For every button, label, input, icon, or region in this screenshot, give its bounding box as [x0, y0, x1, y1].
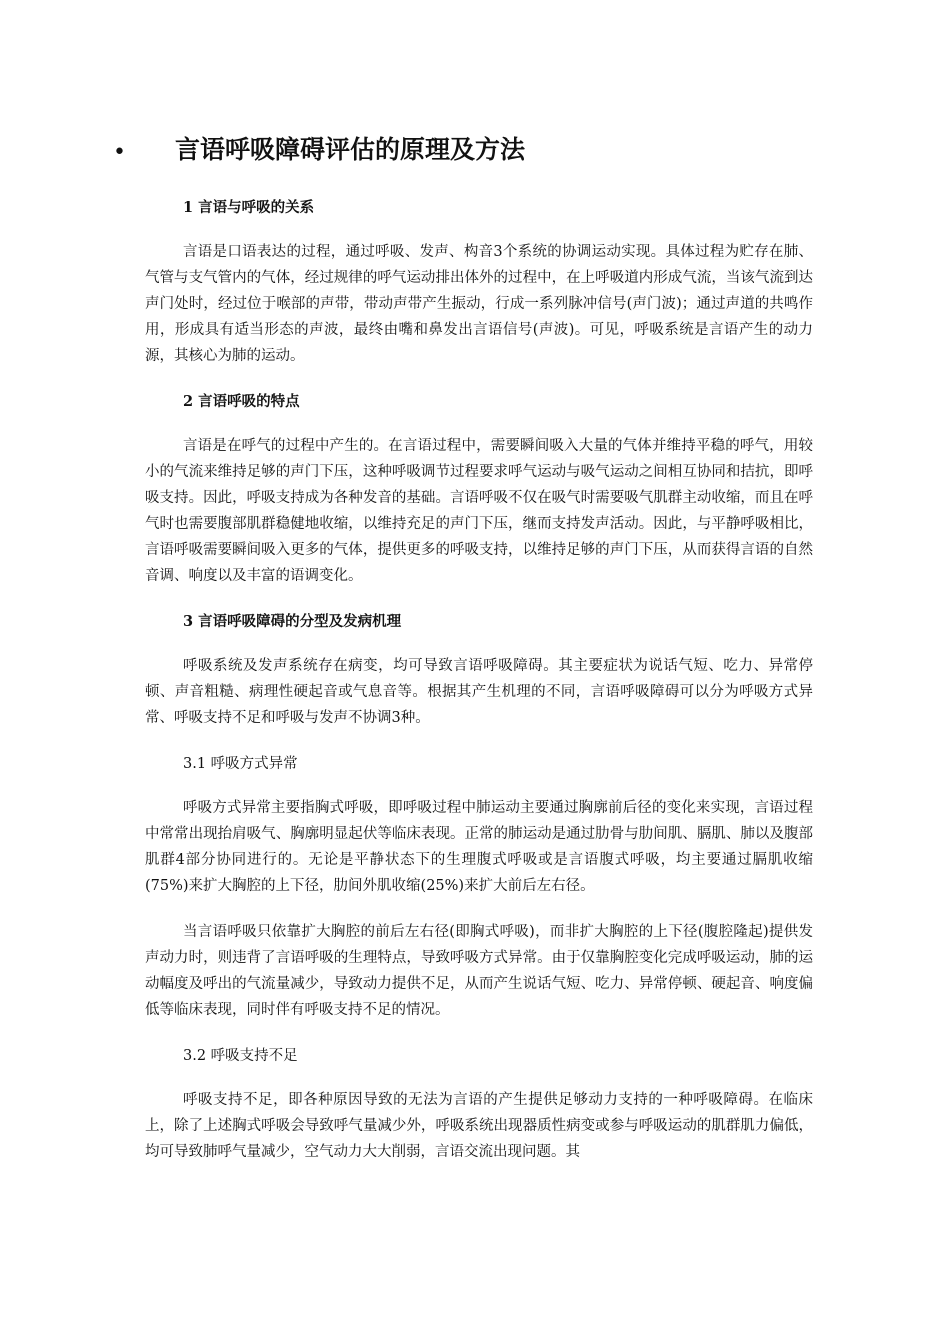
- title-bullet: •: [113, 140, 126, 165]
- section-heading-2: 2 言语呼吸的特点: [183, 393, 300, 410]
- subsection-3-1-paragraph-1: 呼吸方式异常主要指胸式呼吸，即呼吸过程中肺运动主要通过胸廓前后径的变化来实现，言语过程中常常出现抬肩吸气、胸廓明显起伏等临床表现。正常的肺运动是通过肋骨与肋间肌、膈肌、肺以及腹部肌群4部分协同进行的。无论是平静状态下的生理腹式呼吸或是言语腹式呼吸，均主要通过膈肌收缩(75%)来扩大胸腔的上下径，肋间外肌收缩(25%)来扩大前后左右径。: [145, 800, 813, 894]
- section-heading-3: 3 言语呼吸障碍的分型及发病机理: [183, 613, 402, 630]
- subsection-3-1-paragraph-2: 当言语呼吸只依靠扩大胸腔的前后左右径(即胸式呼吸)，而非扩大胸腔的上下径(腹腔隆起)提供发声动力时，则违背了言语呼吸的生理特点，导致呼吸方式异常。由于仅靠胸腔变化完成呼吸运动，肺的运动幅度及呼出的气流量减少，导致动力提供不足，从而产生说话气短、吃力、异常停顿、硬起音、响度偏低等临床表现，同时伴有呼吸支持不足的情况。: [145, 924, 813, 1018]
- subsection-heading-3-1: 3.1 呼吸方式异常: [183, 756, 298, 772]
- section-1-paragraph-1: 言语是口语表达的过程，通过呼吸、发声、构音3个系统的协调运动实现。具体过程为贮存在肺、气管与支气管内的气体，经过规律的呼气运动排出体外的过程中，在上呼吸道内形成气流，当该气流到达声门处时，经过位于喉部的声带，带动声带产生振动，行成一系列脉冲信号(声门波)；通过声道的共鸣作用，形成具有适当形态的声波，最终由嘴和鼻发出言语信号(声波)。可见，呼吸系统是言语产生的动力源，其核心为肺的运动。: [145, 244, 813, 364]
- section-2-paragraph-1: 言语是在呼气的过程中产生的。在言语过程中，需要瞬间吸入大量的气体并维持平稳的呼气，用较小的气流来维持足够的声门下压，这种呼吸调节过程要求呼气运动与吸气运动之间相互协同和拮抗，即呼吸支持。因此，呼吸支持成为各种发音的基础。言语呼吸不仅在吸气时需要吸气肌群主动收缩，而且在呼气时也需要腹部肌群稳健地收缩，以维持充足的声门下压，继而支持发声活动。因此，与平静呼吸相比，言语呼吸需要瞬间吸入更多的气体，提供更多的呼吸支持，以维持足够的声门下压，从而获得言语的自然音调、响度以及丰富的语调变化。: [145, 438, 813, 584]
- section-heading-1: 1 言语与呼吸的关系: [183, 199, 315, 216]
- subsection-heading-3-2: 3.2 呼吸支持不足: [183, 1048, 298, 1064]
- subsection-3-2-paragraph-1: 呼吸支持不足，即各种原因导致的无法为言语的产生提供足够动力支持的一种呼吸障碍。在临床上，除了上述胸式呼吸会导致呼气量减少外，呼吸系统出现器质性病变或参与呼吸运动的肌群肌力偏低，均可导致肺呼气量减少，空气动力大大削弱，言语交流出现问题。其: [145, 1092, 813, 1160]
- document-body: [145, 195, 813, 1185]
- section-3-paragraph-1: 呼吸系统及发声系统存在病变，均可导致言语呼吸障碍。其主要症状为说话气短、吃力、异常停顿、声音粗糙、病理性硬起音或气息音等。根据其产生机理的不同，言语呼吸障碍可以分为呼吸方式异常、呼吸支持不足和呼吸与发声不协调3种。: [145, 658, 813, 726]
- document-title: 言语呼吸障碍评估的原理及方法: [175, 135, 526, 164]
